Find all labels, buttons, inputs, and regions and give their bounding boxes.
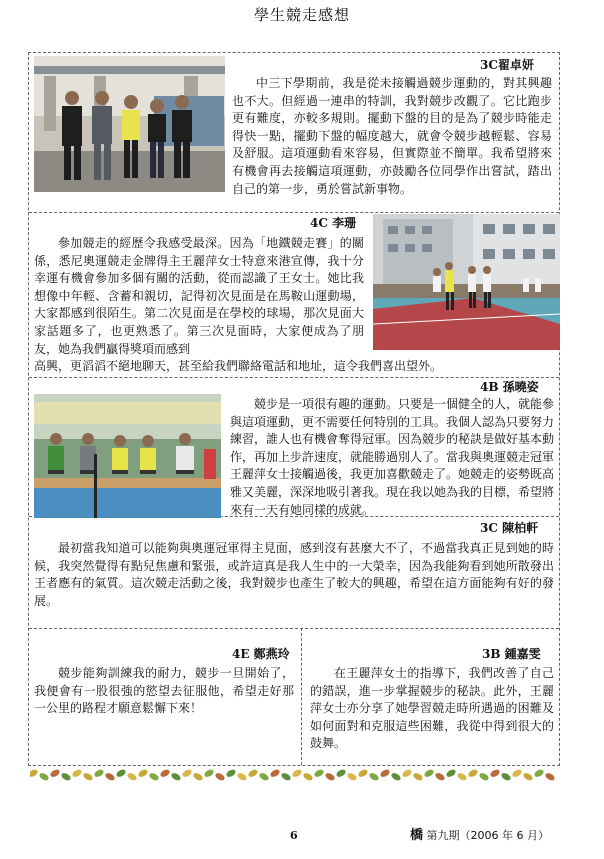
stage-photo bbox=[34, 394, 221, 518]
publication-info bbox=[410, 824, 549, 843]
author-label: 4B 孫曉姿 bbox=[480, 380, 539, 394]
author-label: 4C 李珊 bbox=[310, 216, 357, 230]
author-label: 3C翟卓妍 bbox=[480, 58, 534, 72]
page-title: 學生競走感想 bbox=[253, 6, 350, 24]
divider-4 bbox=[29, 628, 559, 629]
essay-text-continued: 高興，更滔滔不絕地聊天，甚至給我們聯絡電話和地址，這令我們喜出望外。 bbox=[34, 359, 443, 373]
essay-text: 競步是一項很有趣的運動。只要是一個健全的人，就能參與這項運動，更不需要任何特別的工具。我個人認為只要努力練習，誰人也有機會奪得冠軍。因為競步的秘訣是做好基本動作，再加上步許速度，就能勝過別人了。當我與奧運競走冠軍王麗萍女士接觸過後，我更加喜歡競走了。她競走的姿勢既高雅又美麗，深深地吸引著我。現在我以她為我的目標，希望將來有一天有她同樣的成就。 bbox=[230, 397, 555, 517]
divider-1 bbox=[29, 212, 559, 213]
essay-text: 在王麗萍女士的指導下，我們改善了自己的錯誤，進一步掌握競步的秘訣。此外，王麗萍女士亦分享了她學習競走時所遇過的困難及如何面對和克服這些困難，我從中得到很大的鼓舞。 bbox=[310, 666, 554, 751]
race-photo bbox=[373, 214, 560, 350]
essay-text: 中三下學期前，我是從未接觸過競步運動的，對其興趣也不大。但經過一連串的特訓，我對競步改觀了。它比跑步更有難度，亦較多規則。擺動下盤的目的是為了競步時能走得快一點，擺動下盤的幅度越大，就會令競步越輕鬆、容易及舒服。這項運動看來容易，但實際並不簡單。我希望將來有機會再去接觸這項運動，亦鼓勵各位同學作出嘗試，踏出自己的第一步，勇於嘗試新事物。 bbox=[232, 76, 552, 196]
essay-text: 參加競走的經歷令我感受最深。因為「地鐵競走賽」的關係，悉尼奧運競走金牌得主王麗萍女士特意來港宣傳，我十分幸運有機會參加多個有關的活動，從而認識了王女士。她比我想像中年輕、含蓄和親切，記得初次見面是在馬鞍山運動場，大家都感到很陌生。第二次見面是在學校的球場，那次見面大家話題多了，也更熟悉了。第三次見面時，大家便成為了朋友，她為我們贏得獎項而感到 bbox=[34, 236, 364, 356]
author-label: 3B 鍾嘉雯 bbox=[482, 647, 541, 661]
author-label: 3C 陳柏軒 bbox=[480, 521, 539, 535]
issue-label: 第九期（2006 年 6 月） bbox=[426, 829, 549, 842]
publication-mark: 橋 bbox=[410, 828, 424, 843]
essay-text: 最初當我知道可以能夠與奧運冠軍得主見面，感到沒有甚麼大不了，不過當我真正見到她的時候，我突然覺得有點兒焦慮和緊張，或許這真是我人生中的一大榮幸，因為我能夠看到她所散發出王者應有的氣質。這次競走活動之後，我對競步也產生了較大的興趣，希望在這方面能夠有好的發展。 bbox=[34, 541, 554, 608]
leaf-border-decoration bbox=[30, 767, 560, 783]
author-label: 4E 鄭燕玲 bbox=[232, 647, 290, 661]
page-number: 6 bbox=[290, 829, 298, 842]
column-divider bbox=[301, 628, 302, 765]
essay-text: 競步能夠訓練我的耐力，競步一旦開始了，我便會有一股很強的慾望去征服他，希望走好那一公里的路程才願意鬆懈下來！ bbox=[34, 666, 294, 716]
group-photo bbox=[34, 56, 225, 192]
